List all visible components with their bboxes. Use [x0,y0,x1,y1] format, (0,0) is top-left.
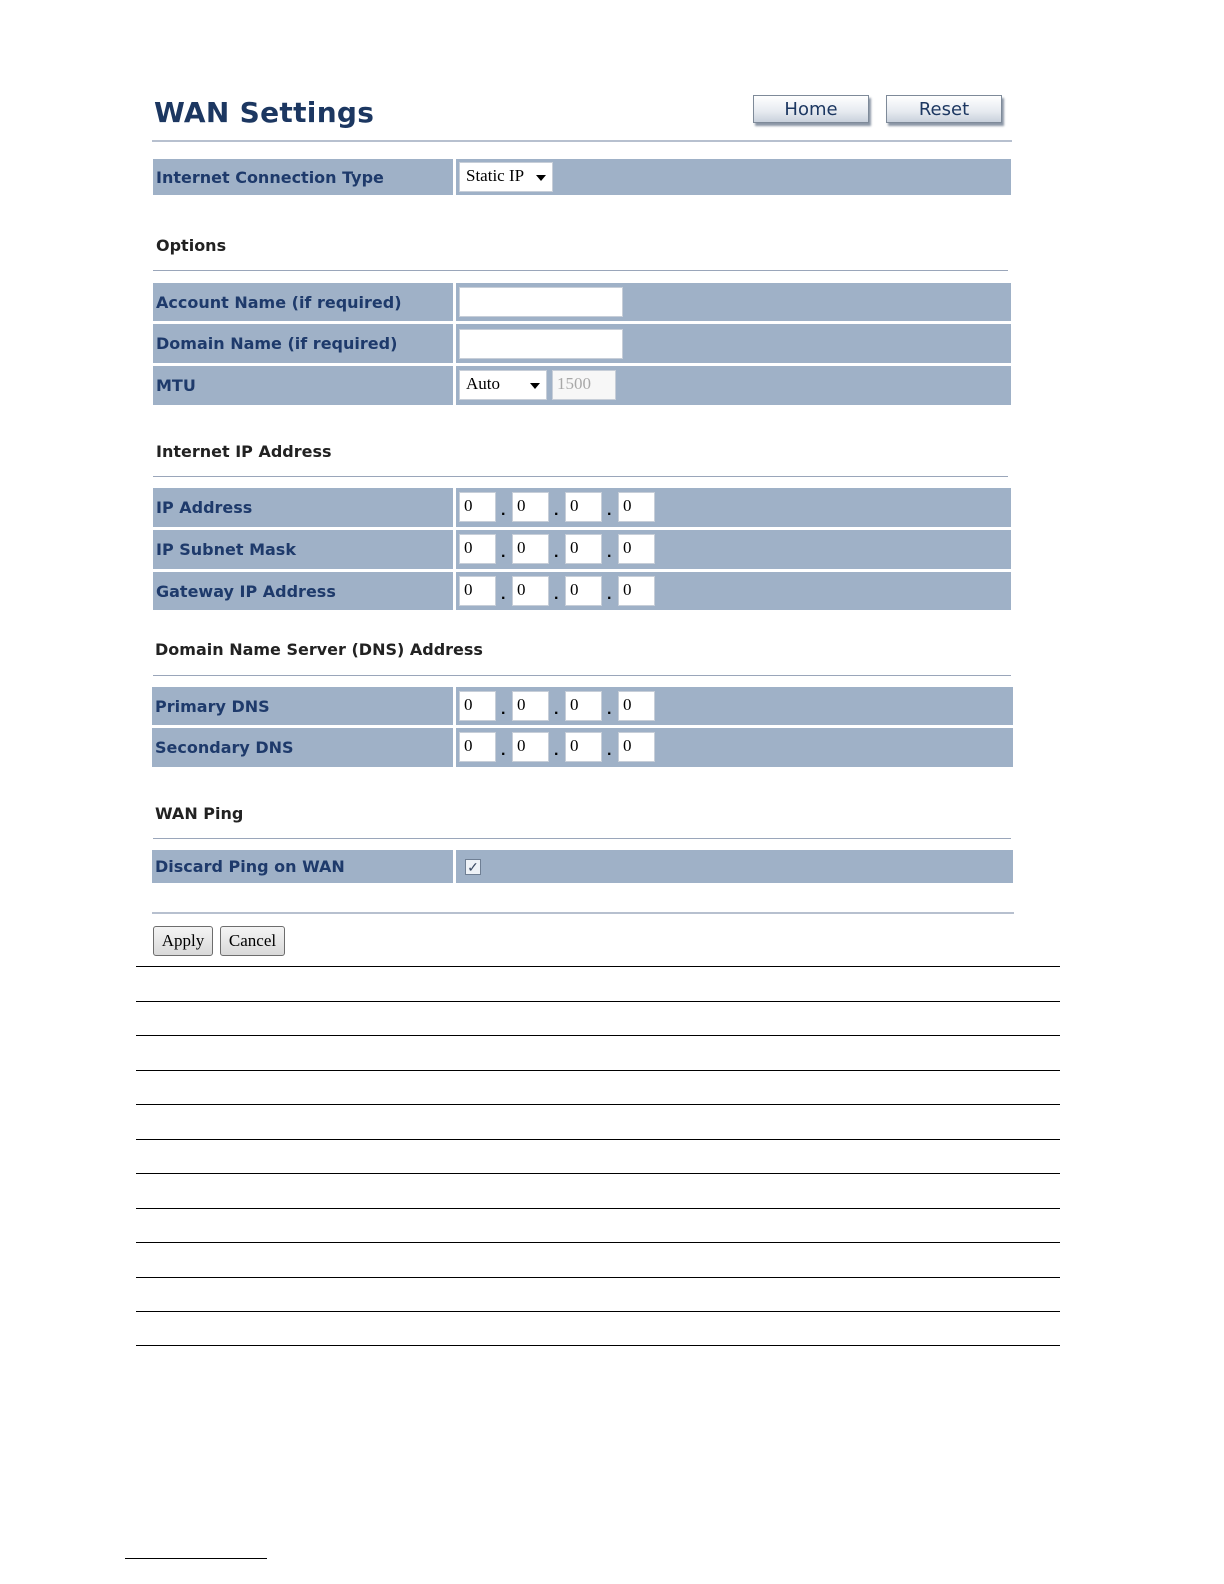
ruled-line [136,1104,1060,1105]
ip-separator: . [607,586,612,603]
ruled-line [136,1035,1060,1036]
subnet-mask-cell [456,530,1011,569]
ruled-line [136,1139,1060,1140]
primary-dns-octet-1[interactable]: 0 [459,691,496,721]
gateway-octet-4[interactable]: 0 [618,576,655,606]
account-name-row [153,283,1011,321]
ip-separator: . [554,502,559,519]
connection-type-row [153,159,1011,195]
gateway-octet-2[interactable]: 0 [512,576,549,606]
ip-address-cell [456,488,1011,527]
ruled-line [136,966,1060,967]
account-name-cell [456,283,1011,321]
connection-type-cell [456,159,1011,195]
domain-name-label: Domain Name (if required) [153,324,453,363]
connection-type-label: Internet Connection Type [153,159,453,195]
mtu-row [153,366,1011,405]
ip-separator: . [554,701,559,718]
chevron-down-icon [530,383,540,389]
discard-ping-cell [456,850,1013,883]
ip-address-label: IP Address [153,488,453,527]
footnote-rule [125,1558,267,1559]
primary-dns-octet-3[interactable]: 0 [565,691,602,721]
secondary-dns-octet-1[interactable]: 0 [459,732,496,762]
ruled-line [136,1311,1060,1312]
secondary-dns-row [152,728,1013,767]
ip-separator: . [607,742,612,759]
wan-ping-heading: WAN Ping [155,804,244,823]
secondary-dns-octet-4[interactable]: 0 [618,732,655,762]
account-name-input[interactable] [459,287,623,317]
apply-button[interactable]: Apply [153,926,213,956]
page-title: WAN Settings [154,96,375,129]
ruled-line [136,1345,1060,1346]
options-heading: Options [156,236,227,255]
gateway-octet-1[interactable]: 0 [459,576,496,606]
home-button[interactable]: Home [753,95,869,123]
ip-separator: . [607,502,612,519]
ip-separator: . [501,742,506,759]
mtu-cell [456,366,1011,405]
ip-address-octet-2[interactable]: 0 [512,492,549,522]
primary-dns-row [152,687,1013,725]
connection-type-value: Static IP [466,166,525,185]
ip-address-octet-3[interactable]: 0 [565,492,602,522]
subnet-mask-octet-4[interactable]: 0 [618,534,655,564]
ip-separator: . [607,701,612,718]
account-name-label: Account Name (if required) [153,283,453,321]
domain-name-row [153,324,1011,363]
primary-dns-octet-4[interactable]: 0 [618,691,655,721]
subnet-mask-octet-3[interactable]: 0 [565,534,602,564]
ruled-line [136,1242,1060,1243]
gateway-row [153,572,1011,610]
ip-separator: . [554,742,559,759]
secondary-dns-octet-2[interactable]: 0 [512,732,549,762]
ip-separator: . [501,502,506,519]
ip-separator: . [554,586,559,603]
wan-ping-divider [153,838,1011,839]
internet-ip-heading: Internet IP Address [156,442,332,461]
dns-heading: Domain Name Server (DNS) Address [155,640,483,659]
ip-separator: . [501,701,506,718]
gateway-cell [456,572,1011,610]
gateway-octet-3[interactable]: 0 [565,576,602,606]
ip-address-octet-4[interactable]: 0 [618,492,655,522]
dns-divider [153,675,1011,676]
subnet-mask-octet-2[interactable]: 0 [512,534,549,564]
domain-name-cell [456,324,1011,363]
domain-name-input[interactable] [459,329,623,359]
actions-divider [152,912,1014,914]
ip-separator: . [501,586,506,603]
title-divider [152,140,1012,142]
ip-separator: . [501,544,506,561]
mtu-mode-select[interactable] [459,370,547,400]
ip-separator: . [554,544,559,561]
subnet-mask-row [153,530,1011,569]
gateway-label: Gateway IP Address [153,572,453,610]
mtu-mode-value: Auto [466,374,500,393]
options-divider [153,270,1008,271]
ruled-line [136,1173,1060,1174]
checkmark-icon: ✓ [467,859,479,875]
primary-dns-cell [456,687,1013,725]
ruled-line [136,1208,1060,1209]
subnet-mask-octet-1[interactable]: 0 [459,534,496,564]
mtu-label: MTU [153,366,453,405]
discard-ping-row [152,850,1013,883]
cancel-button[interactable]: Cancel [220,926,285,956]
secondary-dns-cell [456,728,1013,767]
discard-ping-label: Discard Ping on WAN [152,850,453,883]
ip-address-octet-1[interactable]: 0 [459,492,496,522]
subnet-mask-label: IP Subnet Mask [153,530,453,569]
primary-dns-octet-2[interactable]: 0 [512,691,549,721]
ruled-line [136,1070,1060,1071]
ruled-line [136,1001,1060,1002]
ip-address-row [153,488,1011,527]
ip-separator: . [607,544,612,561]
mtu-value-input: 1500 [552,370,616,400]
chevron-down-icon [536,175,546,181]
internet-ip-divider [153,476,1008,477]
discard-ping-checkbox[interactable] [465,859,481,875]
secondary-dns-label: Secondary DNS [152,728,453,767]
ruled-line [136,1277,1060,1278]
connection-type-select[interactable] [459,162,553,192]
primary-dns-label: Primary DNS [152,687,453,725]
reset-button[interactable]: Reset [886,95,1002,123]
secondary-dns-octet-3[interactable]: 0 [565,732,602,762]
